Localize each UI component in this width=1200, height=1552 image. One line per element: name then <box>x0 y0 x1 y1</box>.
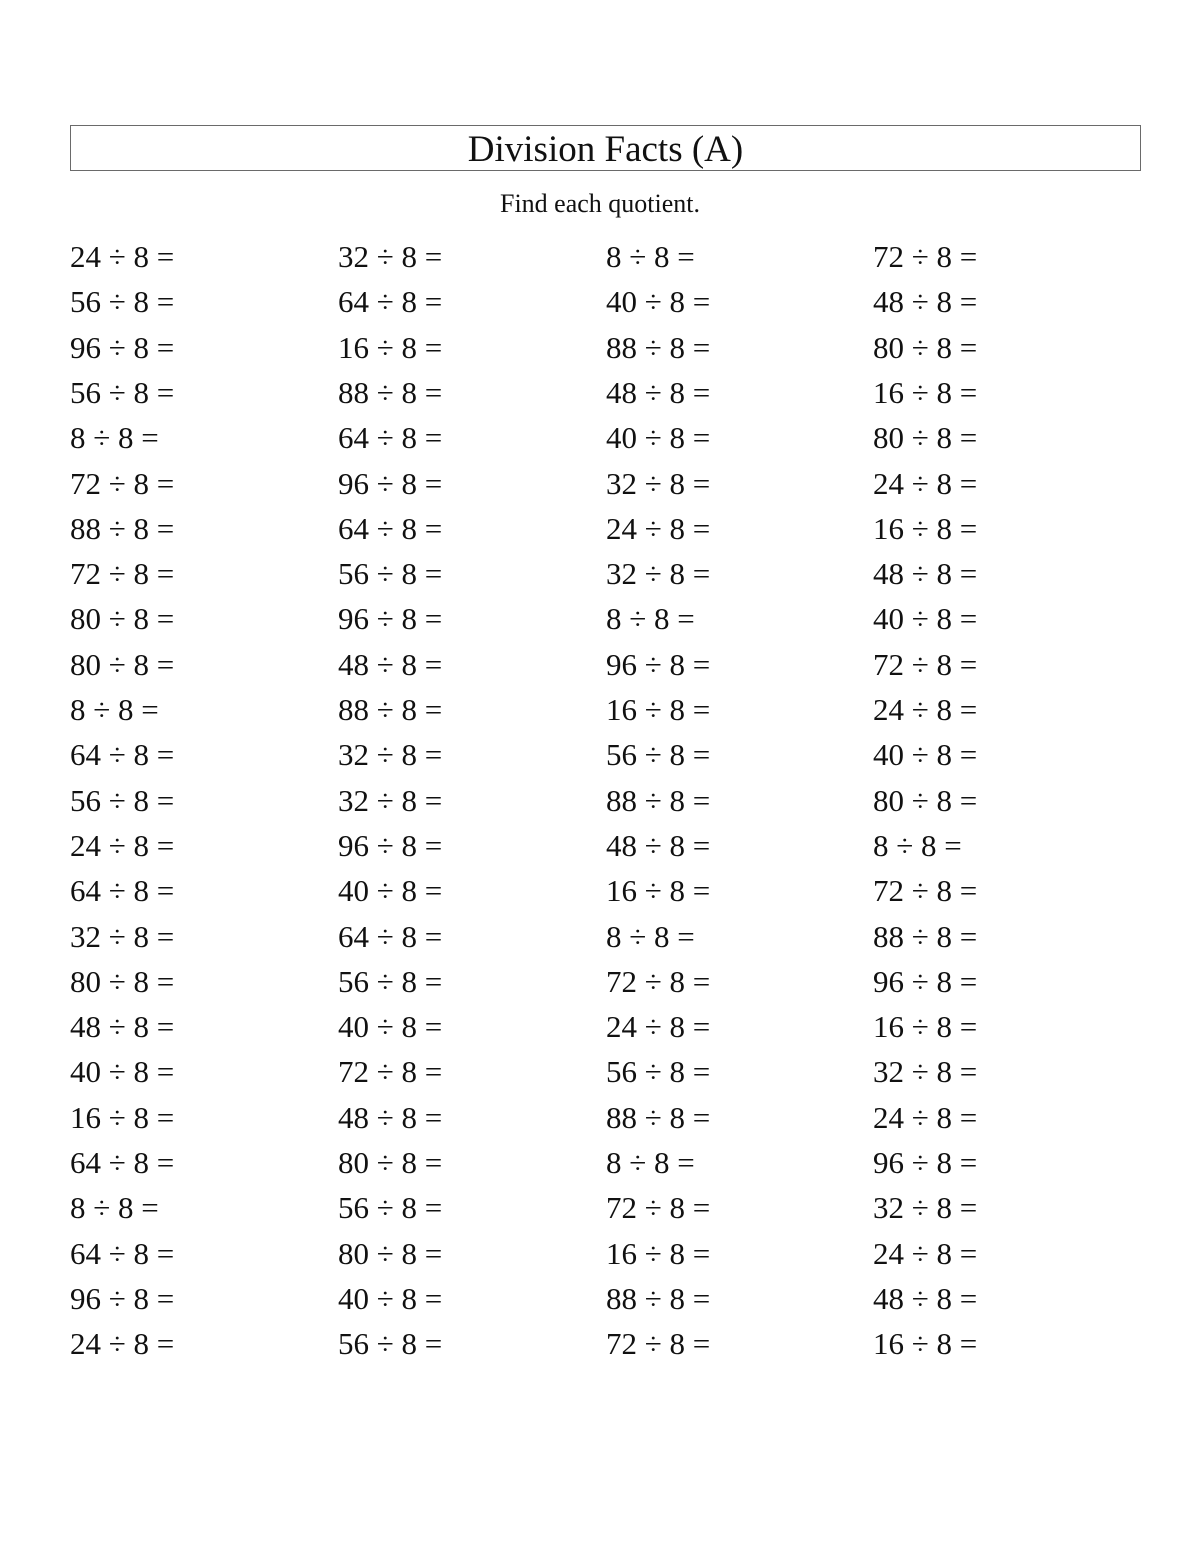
division-problem: 8 ÷ 8 = <box>70 1190 159 1226</box>
division-problem: 80 ÷ 8 = <box>873 782 978 818</box>
division-problem: 88 ÷ 8 = <box>338 692 443 727</box>
division-problem: 96 ÷ 8 = <box>338 827 443 863</box>
division-problem: 16 ÷ 8 = <box>606 692 711 727</box>
division-problem: 40 ÷ 8 = <box>338 1009 443 1045</box>
division-problem: 72 ÷ 8 = <box>70 465 175 501</box>
division-problem: 40 ÷ 8 = <box>338 873 443 909</box>
division-problem: 88 ÷ 8 = <box>606 1280 711 1316</box>
division-problem: 24 ÷ 8 = <box>873 1235 978 1271</box>
division-problem: 88 ÷ 8 = <box>338 374 443 410</box>
division-problem: 24 ÷ 8 = <box>873 692 978 727</box>
division-problem: 88 ÷ 8 = <box>70 510 175 546</box>
division-problem: 88 ÷ 8 = <box>606 329 711 365</box>
division-problem: 96 ÷ 8 = <box>873 963 978 999</box>
division-problem: 56 ÷ 8 = <box>338 556 443 592</box>
division-problem: 8 ÷ 8 = <box>70 420 159 456</box>
division-problem: 96 ÷ 8 = <box>606 646 711 682</box>
division-problem: 24 ÷ 8 = <box>873 465 978 501</box>
division-problem: 80 ÷ 8 = <box>70 963 175 999</box>
division-problem: 64 ÷ 8 = <box>70 873 175 909</box>
division-problem: 32 ÷ 8 = <box>873 1054 978 1090</box>
division-problem: 16 ÷ 8 = <box>338 329 443 365</box>
division-problem: 16 ÷ 8 = <box>606 873 711 909</box>
division-problem: 72 ÷ 8 = <box>606 963 711 999</box>
division-problem: 40 ÷ 8 = <box>70 1054 175 1090</box>
division-problem: 64 ÷ 8 = <box>70 1145 175 1180</box>
division-problem: 56 ÷ 8 = <box>70 284 175 320</box>
division-problem: 56 ÷ 8 = <box>338 963 443 999</box>
division-problem: 16 ÷ 8 = <box>873 510 978 546</box>
division-problem: 24 ÷ 8 = <box>873 1099 978 1135</box>
division-problem: 8 ÷ 8 = <box>606 1145 695 1180</box>
division-problem: 40 ÷ 8 = <box>338 1280 443 1316</box>
division-problem: 72 ÷ 8 = <box>606 1326 711 1362</box>
division-problem: 48 ÷ 8 = <box>873 556 978 592</box>
division-problem: 48 ÷ 8 = <box>606 827 711 863</box>
division-problem: 88 ÷ 8 = <box>873 918 978 954</box>
division-problem: 16 ÷ 8 = <box>606 1235 711 1271</box>
division-problem: 48 ÷ 8 = <box>873 284 978 320</box>
division-problem: 16 ÷ 8 = <box>873 1326 978 1362</box>
division-problem: 32 ÷ 8 = <box>338 737 443 773</box>
division-problem: 24 ÷ 8 = <box>70 239 175 274</box>
division-problem: 48 ÷ 8 = <box>606 374 711 410</box>
division-problem: 64 ÷ 8 = <box>70 1235 175 1271</box>
division-problem: 32 ÷ 8 = <box>606 556 711 592</box>
division-problem: 56 ÷ 8 = <box>338 1326 443 1362</box>
division-problem: 48 ÷ 8 = <box>70 1009 175 1045</box>
division-problem: 40 ÷ 8 = <box>606 420 711 456</box>
division-problem: 32 ÷ 8 = <box>70 918 175 954</box>
division-problem: 48 ÷ 8 = <box>873 1280 978 1316</box>
division-problem: 32 ÷ 8 = <box>606 465 711 501</box>
division-problem: 80 ÷ 8 = <box>70 601 175 637</box>
division-problem: 32 ÷ 8 = <box>873 1190 978 1226</box>
division-problem: 80 ÷ 8 = <box>338 1145 443 1180</box>
division-problem: 56 ÷ 8 = <box>70 374 175 410</box>
division-problem: 40 ÷ 8 = <box>606 284 711 320</box>
division-problem: 64 ÷ 8 = <box>338 918 443 954</box>
division-problem: 80 ÷ 8 = <box>338 1235 443 1271</box>
division-problem: 80 ÷ 8 = <box>873 329 978 365</box>
division-problem: 40 ÷ 8 = <box>873 737 978 773</box>
division-problem: 96 ÷ 8 = <box>338 601 443 637</box>
division-problem: 72 ÷ 8 = <box>70 556 175 592</box>
division-problem: 72 ÷ 8 = <box>873 239 978 274</box>
division-problem: 80 ÷ 8 = <box>70 646 175 682</box>
division-problem: 32 ÷ 8 = <box>338 782 443 818</box>
division-problem: 72 ÷ 8 = <box>873 646 978 682</box>
division-problem: 8 ÷ 8 = <box>873 827 962 863</box>
division-problem: 16 ÷ 8 = <box>70 1099 175 1135</box>
title-box <box>70 125 1141 171</box>
division-problem: 24 ÷ 8 = <box>606 1009 711 1045</box>
division-problem: 48 ÷ 8 = <box>338 646 443 682</box>
division-problem: 72 ÷ 8 = <box>338 1054 443 1090</box>
division-problem: 16 ÷ 8 = <box>873 374 978 410</box>
division-problem: 40 ÷ 8 = <box>873 601 978 637</box>
division-problem: 8 ÷ 8 = <box>606 918 695 954</box>
division-problem: 96 ÷ 8 = <box>873 1145 978 1180</box>
problem-grid <box>70 238 1142 1374</box>
division-problem: 8 ÷ 8 = <box>606 601 695 637</box>
division-problem: 64 ÷ 8 = <box>338 510 443 546</box>
division-problem: 72 ÷ 8 = <box>873 873 978 909</box>
division-problem: 48 ÷ 8 = <box>338 1099 443 1135</box>
division-problem: 56 ÷ 8 = <box>70 782 175 818</box>
division-problem: 24 ÷ 8 = <box>70 1326 175 1362</box>
division-problem: 64 ÷ 8 = <box>338 284 443 320</box>
division-problem: 16 ÷ 8 = <box>873 1009 978 1045</box>
instructions: Find each quotient. <box>499 189 700 218</box>
division-problem: 96 ÷ 8 = <box>70 329 175 365</box>
division-problem: 56 ÷ 8 = <box>606 1054 711 1090</box>
division-problem: 56 ÷ 8 = <box>338 1190 443 1226</box>
division-problem: 72 ÷ 8 = <box>606 1190 711 1226</box>
division-problem: 80 ÷ 8 = <box>873 420 978 456</box>
division-problem: 88 ÷ 8 = <box>606 782 711 818</box>
division-problem: 96 ÷ 8 = <box>70 1280 175 1316</box>
division-problem: 88 ÷ 8 = <box>606 1099 711 1135</box>
division-problem: 8 ÷ 8 = <box>70 692 159 727</box>
division-problem: 56 ÷ 8 = <box>606 737 711 773</box>
division-problem: 24 ÷ 8 = <box>70 827 175 863</box>
division-problem: 8 ÷ 8 = <box>606 239 695 274</box>
division-problem: 64 ÷ 8 = <box>338 420 443 456</box>
division-problem: 64 ÷ 8 = <box>70 737 175 773</box>
division-problem: 32 ÷ 8 = <box>338 239 443 274</box>
division-problem: 96 ÷ 8 = <box>338 465 443 501</box>
page-title: Division Facts (A) <box>467 128 744 170</box>
division-problem: 24 ÷ 8 = <box>606 510 711 546</box>
